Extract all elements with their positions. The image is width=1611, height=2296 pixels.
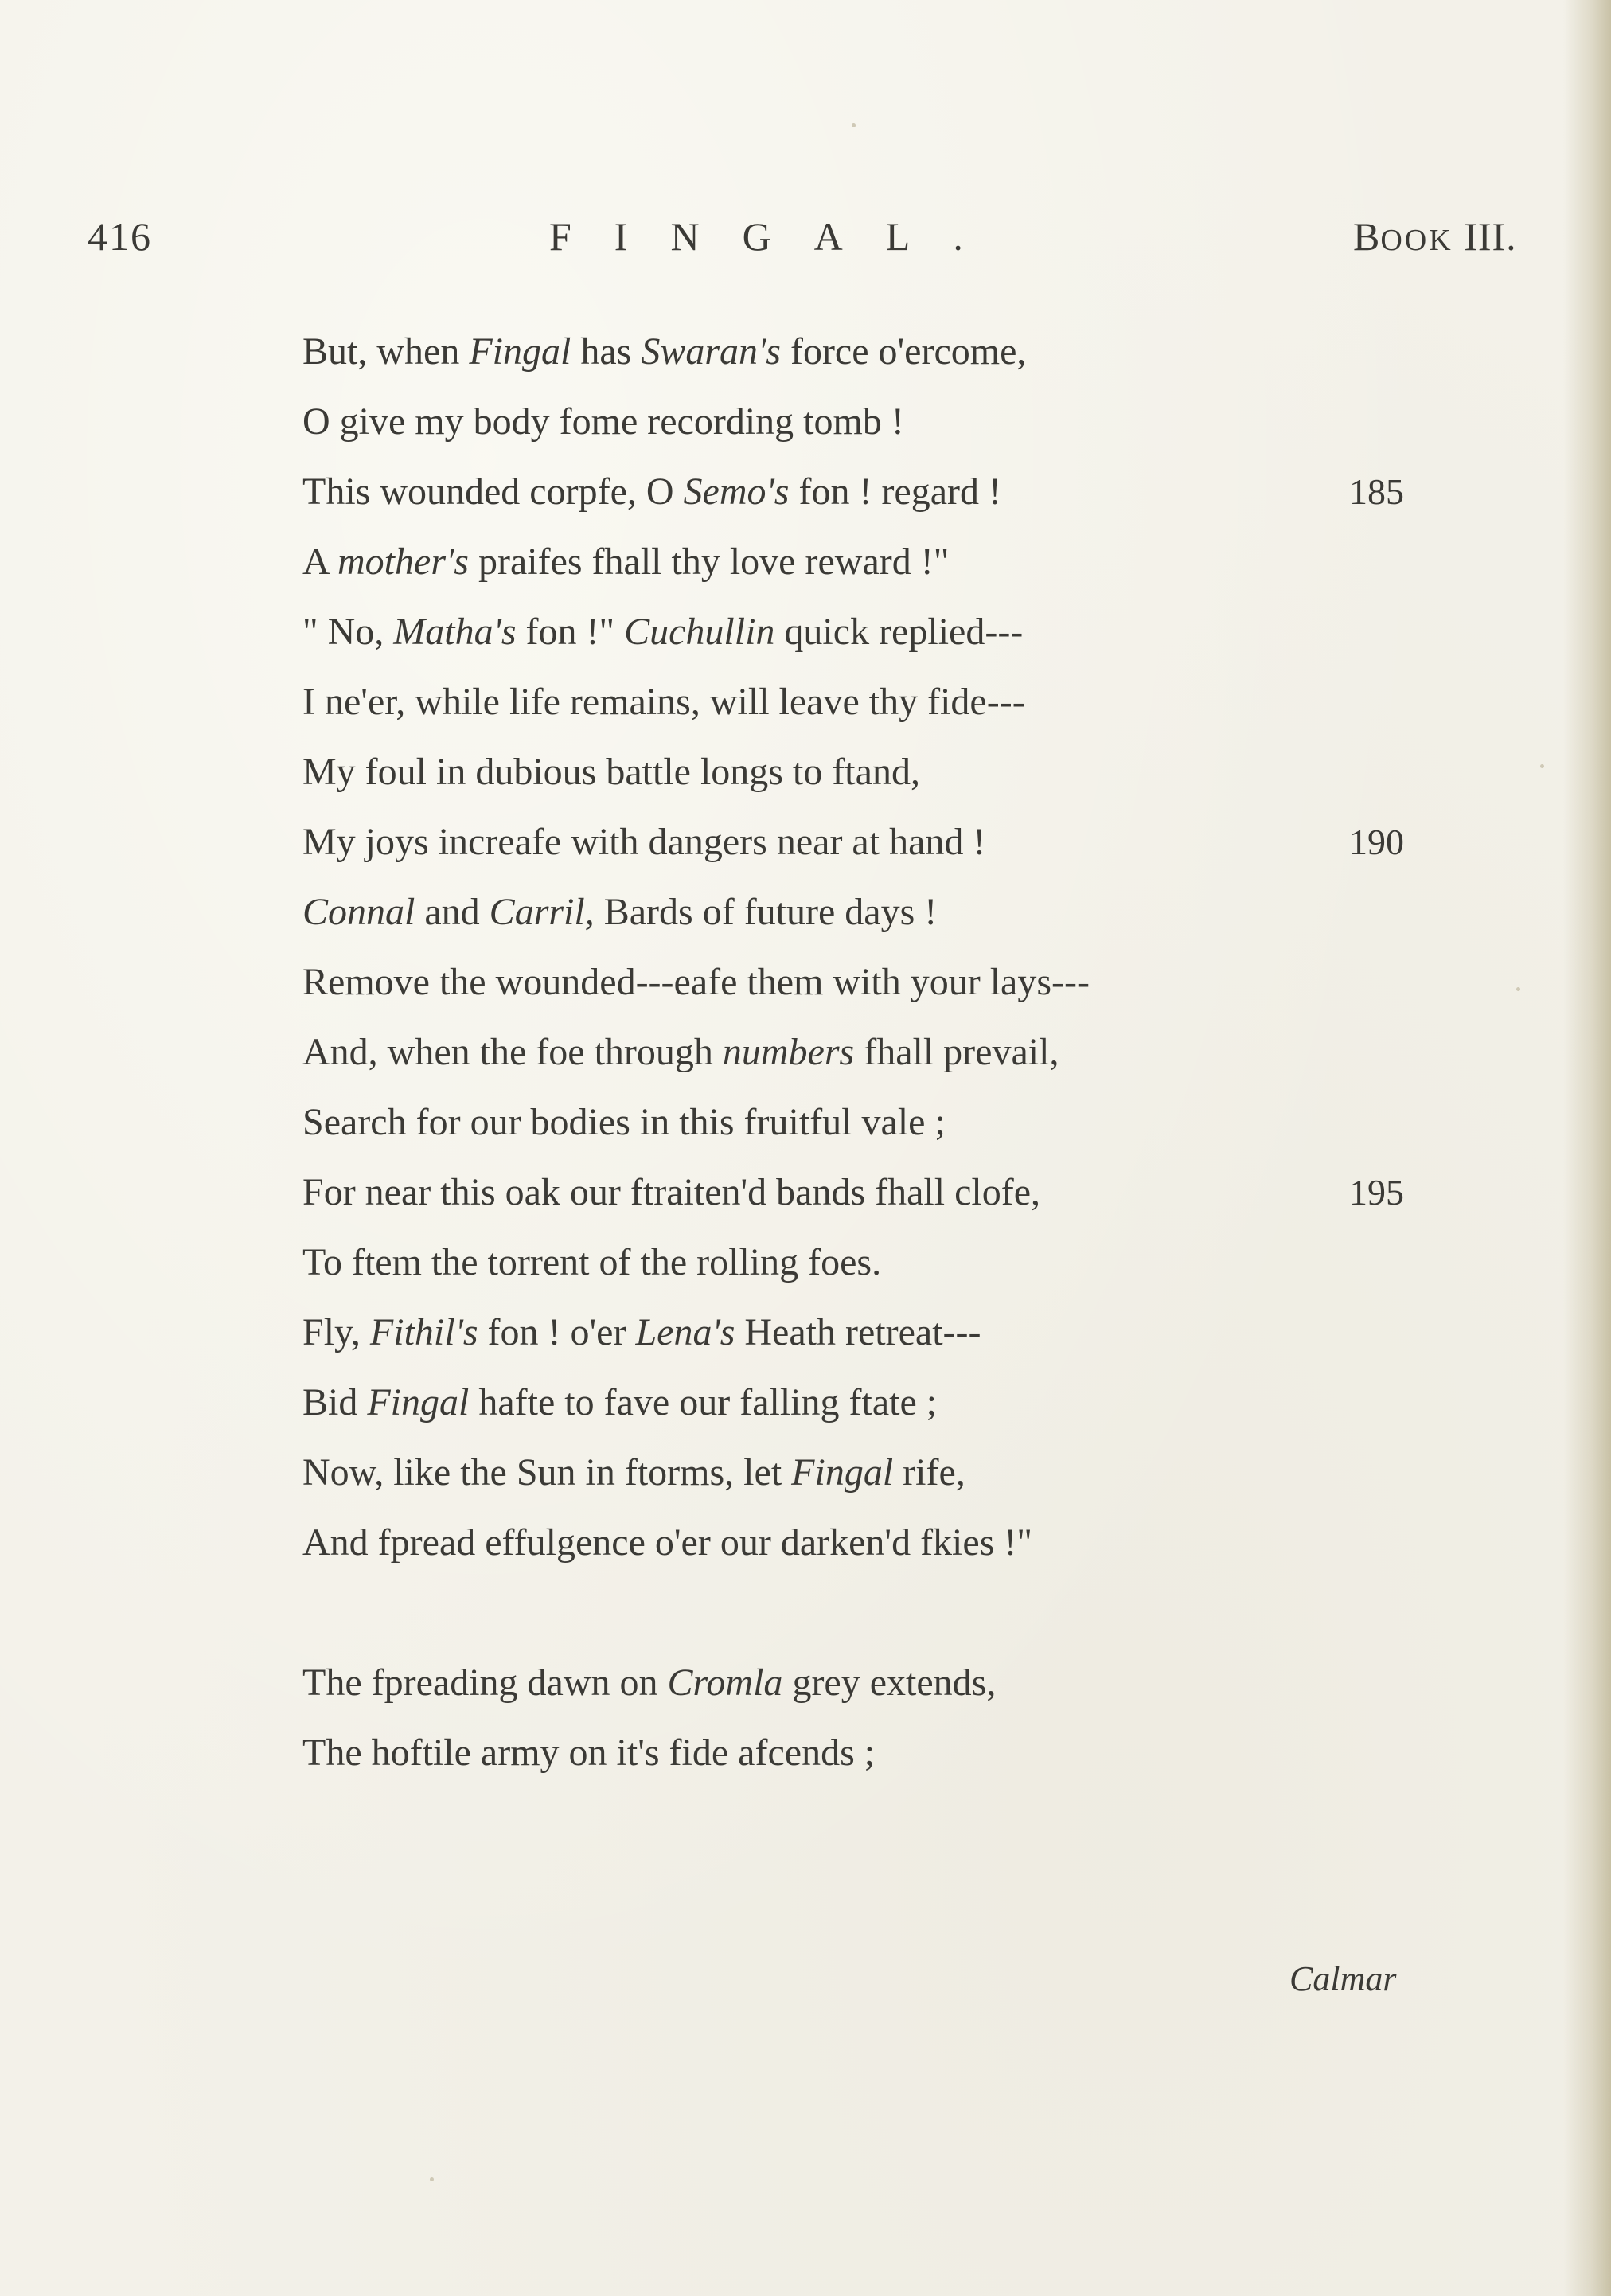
running-header (0, 213, 1611, 277)
verse-text (302, 1521, 1032, 1564)
text-run: " No, (302, 611, 394, 653)
text-run: My foul in dubious battle longs to ftand, (302, 751, 920, 793)
paper-speck (1540, 764, 1544, 768)
verse-text (302, 611, 1023, 653)
verse-line (302, 597, 1496, 667)
italic-name: Cuchullin (624, 611, 775, 653)
text-run: To ftem the torrent of the rolling foes. (302, 1241, 882, 1283)
text-run: has (571, 330, 642, 373)
book-label-initial: B (1353, 214, 1381, 259)
italic-name: Swaran's (641, 330, 781, 373)
verse-line (302, 1017, 1496, 1087)
paper-speck (430, 2177, 434, 2181)
text-run: Heath retreat--- (735, 1311, 981, 1353)
text-run: For near this oak our ftraiten'd bands fhall clofe, (302, 1171, 1041, 1213)
text-run: This wounded corpfe, O (302, 471, 684, 513)
catchword: Calmar (1289, 1959, 1397, 1998)
text-run: force o'ercome, (780, 330, 1027, 373)
verse-line (302, 667, 1496, 737)
verse-text (302, 541, 949, 583)
book-label-numeral: III. (1464, 214, 1517, 259)
verse-line (302, 1158, 1496, 1228)
line-number: 190 (1349, 822, 1404, 862)
italic-name: Lena's (635, 1311, 735, 1353)
verse-text (302, 330, 1026, 373)
verse-line (302, 1718, 1496, 1788)
verse-line (302, 947, 1496, 1017)
verse-text (302, 1101, 946, 1143)
text-run: And fpread effulgence o'er our darken'd fkies !" (302, 1521, 1032, 1564)
verse-line (302, 1298, 1496, 1368)
verse-text (302, 1241, 881, 1283)
text-run: And, when the foe through (302, 1031, 723, 1073)
verse-text (302, 681, 1025, 723)
running-title: FINGAL. (549, 214, 1006, 259)
verse-text (302, 1171, 1040, 1213)
verse-line (302, 807, 1496, 877)
text-run: grey extends, (782, 1661, 997, 1704)
verse-line (302, 737, 1496, 807)
italic-name: Matha's (393, 611, 517, 653)
verse-line (302, 877, 1496, 947)
line-number: 185 (1349, 471, 1404, 512)
text-run: rife, (893, 1451, 965, 1494)
verse-line (302, 1438, 1496, 1508)
verse-text (302, 751, 920, 793)
page-number: 416 (88, 214, 152, 259)
italic-name: Fithil's (369, 1311, 478, 1353)
italic-name: Fingal (791, 1451, 894, 1494)
text-run: Now, like the Sun in ftorms, let (302, 1451, 792, 1494)
text-run: Fly, (302, 1311, 370, 1353)
poem-text (302, 317, 1496, 1788)
stanza (302, 317, 1496, 1578)
verse-text (302, 1031, 1059, 1073)
text-run: The hoftile army on it's fide afcends ; (302, 1732, 876, 1774)
text-run: fhall prevail, (854, 1031, 1059, 1073)
verse-line (302, 1228, 1496, 1298)
verse-text (302, 1451, 965, 1494)
verse-text (302, 1732, 875, 1774)
paper-speck (1516, 987, 1520, 991)
book-label-word: OOK (1380, 224, 1453, 257)
italic-name: Carril, (489, 891, 595, 933)
stanza (302, 1648, 1496, 1788)
verse-line (302, 1368, 1496, 1438)
italic-name: numbers (722, 1031, 855, 1073)
italic-name: Semo's (683, 471, 790, 513)
text-run: I ne'er, while life remains, will leave thy fide--- (302, 681, 1025, 723)
text-run: hafte to fave our falling ftate ; (469, 1381, 938, 1423)
verse-text (302, 821, 985, 863)
verse-line (302, 1648, 1496, 1718)
text-run: But, when (302, 330, 470, 373)
text-run: praifes fhall thy love reward !" (468, 541, 950, 583)
verse-text (302, 1311, 981, 1353)
text-run: O give my body fome recording tomb ! (302, 400, 904, 443)
italic-name: Fingal (367, 1381, 470, 1423)
verse-line (302, 1087, 1496, 1158)
line-number: 195 (1349, 1172, 1404, 1212)
text-run: Search for our bodies in this fruitful vale ; (302, 1101, 946, 1143)
verse-text (302, 471, 1001, 513)
text-run: Bards of future days ! (594, 891, 938, 933)
book-label (1353, 213, 1517, 260)
text-run: and (415, 891, 490, 933)
verse-line (302, 527, 1496, 597)
text-run: quick replied--- (774, 611, 1024, 653)
italic-name: Connal (302, 891, 415, 933)
page-edge-shadow (1563, 0, 1611, 2296)
italic-name: Fingal (469, 330, 571, 373)
verse-text (302, 891, 937, 933)
text-run: fon !" (516, 611, 625, 653)
text-run: fon ! regard ! (789, 471, 1001, 513)
verse-text (302, 400, 904, 443)
text-run: A (302, 541, 338, 583)
verse-line (302, 387, 1496, 457)
text-run: The fpreading dawn on (302, 1661, 668, 1704)
verse-text (302, 1381, 937, 1423)
paper-speck (852, 123, 856, 127)
verse-text (302, 961, 1090, 1003)
text-run: My joys increafe with dangers near at hand ! (302, 821, 986, 863)
italic-name: mother's (337, 541, 469, 583)
verse-line (302, 1508, 1496, 1578)
text-run: Bid (302, 1381, 368, 1423)
verse-line (302, 317, 1496, 387)
verse-line (302, 457, 1496, 527)
italic-name: Cromla (667, 1661, 783, 1704)
text-run: fon ! o'er (478, 1311, 636, 1353)
text-run: Remove the wounded---eafe them with your lays--- (302, 961, 1090, 1003)
verse-text (302, 1661, 996, 1704)
